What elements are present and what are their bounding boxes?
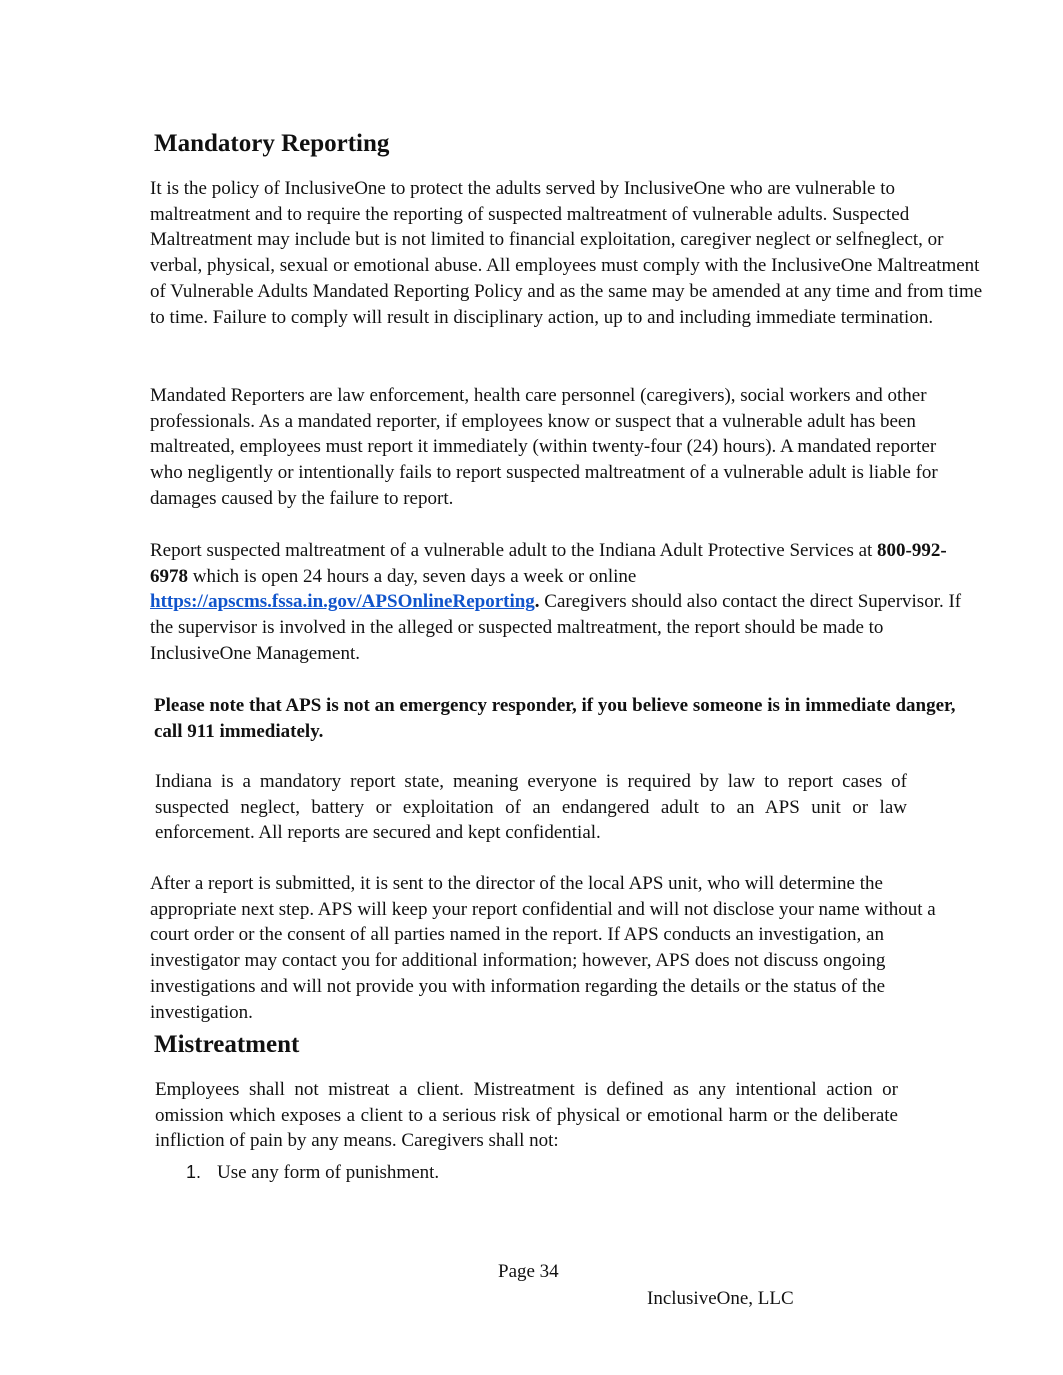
report-intro-text: Report suspected maltreatment of a vulnerable adult to the Indiana Adult Protective Services at [150, 540, 878, 561]
page-number: Page 34 [498, 1261, 559, 1282]
link-period: . [534, 591, 540, 613]
indiana-paragraph: Indiana is a mandatory report state, meaning everyone is required by law to report cases of suspected neglect, battery or exploitation of an endangered adult to an APS unit or law enforcement. All reports are secured and kept confidential. [155, 771, 907, 844]
list-item-text: Use any form of punishment. [217, 1162, 440, 1183]
caregiver-prohibitions-list [186, 1160, 439, 1185]
mistreatment-paragraph: Employees shall not mistreat a client. Mistreatment is defined as any intentional action or omission which exposes a client to a serious risk of physical or emotional harm or the deliberate infliction of pain by any means. Caregivers shall not: [155, 1079, 898, 1152]
aps-online-reporting-link[interactable]: https://apscms.fssa.in.gov/APSOnlineReporting [150, 591, 535, 613]
policy-paragraph: It is the policy of InclusiveOne to protect the adults served by InclusiveOne who are vulnerable to maltreatment and to require the reporting of suspected maltreatment of vulnerable adults. Suspected Maltreatment may include but is not limited to financial exploitation, caregiver neglect or selfneglect, or verbal, physical, sexual or emotional abuse. All employees must comply with the InclusiveOne Maltreatment of Vulnerable Adults Mandated Reporting Policy and as the same may be amended at any time and from time to time. Failure to comply will result in disciplinary action, up to and including immediate termination. [150, 178, 983, 328]
aps-phone-number: 800-992-6978 [150, 540, 947, 587]
list-item [186, 1160, 439, 1185]
list-item-number: 1. [186, 1162, 202, 1182]
report-tail-text: Caregivers should also contact the direct Supervisor. If the supervisor is involved in the alleged or suspected maltreatment, the report should be made to InclusiveOne Management. [150, 591, 962, 664]
emergency-note: Please note that APS is not an emergency responder, if you believe someone is in immediate danger, call 911 immediately. [154, 695, 956, 742]
mandated-reporters-paragraph: Mandated Reporters are law enforcement, health care personnel (caregivers), social workers and other professionals. As a mandated reporter, if employees know or suspect that a vulnerable adult has been maltreated, employees must report it immediately (within twenty-four (24) hours). A mandated reporter who negligently or intentionally fails to report suspected maltreatment of a vulnerable adult is liable for damages caused by the failure to report. [150, 385, 938, 509]
company-name: InclusiveOne, LLC [647, 1288, 794, 1309]
after-report-paragraph: After a report is submitted, it is sent to the director of the local APS unit, who will determine the appropriate next step. APS will keep your report confidential and will not disclose your name without a court order or the consent of all parties named in the report. If APS conducts an investigation, an investigator may contact you for additional information; however, APS does not discuss ongoing investigations and will not provide you with information regarding the details or the status of the investigation. [150, 873, 936, 1023]
section-heading-mistreatment: Mistreatment [154, 1031, 300, 1058]
section-heading-mandatory-reporting: Mandatory Reporting [154, 130, 390, 157]
report-paragraph [150, 538, 980, 667]
report-middle-text: which is open 24 hours a day, seven days a week or online [188, 565, 637, 587]
